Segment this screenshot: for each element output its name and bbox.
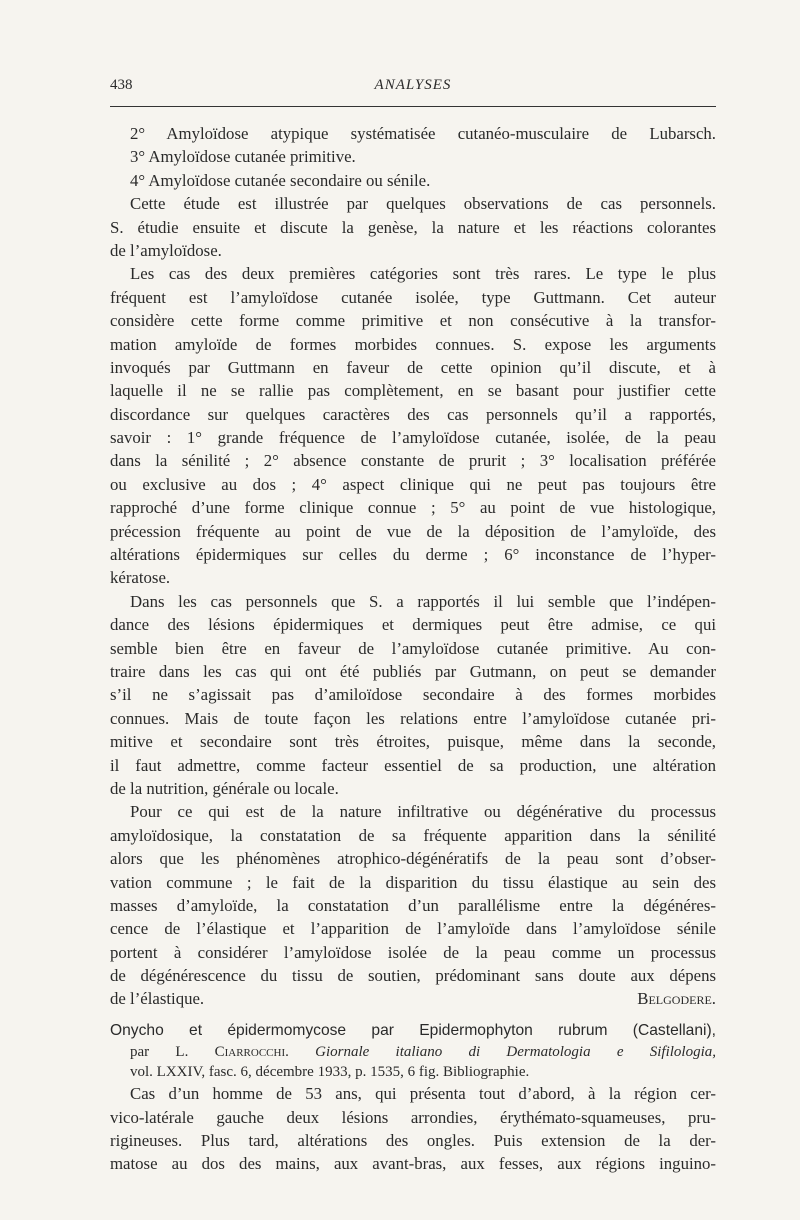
text-line: invoqués par Guttmann en faveur de cette opinion qu’il discute, et à	[110, 357, 716, 377]
text-line: kératose.	[110, 568, 171, 588]
page-header	[110, 77, 716, 101]
article-citation-details: vol. LXXIV, fasc. 6, décembre 1933, p. 1535, 6 fig. Bibliographie.	[130, 1064, 530, 1081]
text-line: 2° Amyloïdose atypique systématisée cutanéo-musculaire de Lubarsch.	[130, 124, 716, 143]
text-line: 3° Amyloïdose cutanée primitive.	[130, 147, 356, 167]
article-citation	[110, 1042, 716, 1062]
text-line: précession fréquente au point de vue de la déposition de l’amyloïde, des	[110, 521, 716, 541]
text-line: de dégénérescence du tissu de soutien, prédominant sans doute aux dépens	[110, 966, 716, 986]
text-line: 4° Amyloïdose cutanée secondaire ou sénile.	[130, 170, 431, 190]
author-signature: Belgodere.	[637, 989, 716, 1009]
text-line: Cas d’un homme de 53 ans, qui présenta tout d’abord, à la région cer-	[130, 1084, 716, 1104]
text-line: Cette étude est illustrée par quelques observations de cas personnels.	[130, 194, 716, 214]
text-line: il faut admettre, comme facteur essentiel de sa production, une altération	[110, 755, 716, 775]
text-line: Dans les cas personnels que S. a rapportés il lui semble que l’indépen-	[130, 591, 716, 611]
text-line: Pour ce qui est de la nature infiltrative ou dégénérative du processus	[130, 802, 716, 822]
analysis-section-onychomycose	[110, 1082, 716, 1176]
closing-text: de l’élastique.	[110, 989, 205, 1009]
text-line: alors que les phénomènes atrophico-dégénératifs de la peau sont d’obser-	[110, 849, 716, 869]
text-line: discordance sur quelques caractères des cas personnels qu’il a rapportés,	[110, 404, 716, 424]
text-line: traire dans les cas qui ont été publiés par Gutmann, on peut se demander	[110, 661, 716, 681]
text-line: dance des lésions épidermiques et dermiques peut être admise, ce qui	[110, 615, 716, 635]
text-line: mation amyloïde de formes morbides connues. S. expose les arguments	[110, 334, 716, 354]
text-line: altérations épidermiques sur celles du derme ; 6° inconstance de l’hyper-	[110, 545, 716, 565]
text-line: connues. Mais de toute façon les relations entre l’amyloïdose cutanée pri-	[110, 708, 716, 728]
text-line: fréquent est l’amyloïdose cutanée isolée, type Guttmann. Cet auteur	[110, 287, 716, 307]
text-line: portent à considérer l’amyloïdose isolée de la peau comme un processus	[110, 942, 716, 962]
text-line: amyloïdosique, la constatation de sa fréquente apparition dans la sénilité	[110, 825, 716, 845]
text-line: de la nutrition, générale ou locale.	[110, 778, 339, 798]
text-line	[110, 987, 716, 1010]
header-rule	[110, 106, 716, 107]
text-line: s’il ne s’agissait pas d’amiloïdose secondaire à des formes morbides	[110, 685, 716, 705]
text-line: S. étudie ensuite et discute la genèse, la nature et les réactions colorantes	[110, 217, 716, 237]
text-line: mitive et secondaire sont très étroites, puisque, même dans la seconde,	[110, 732, 716, 752]
text-line: ou exclusive au dos ; 4° aspect clinique qui ne peut pas toujours être	[110, 474, 716, 494]
article-author: Ciarrocchi.	[214, 1044, 289, 1061]
author-prefix: par L.	[130, 1044, 215, 1061]
text-line: vation commune ; le fait de la disparition du tissu élastique au sein des	[110, 872, 716, 892]
text-line: Les cas des deux premières catégories sont très rares. Le type le plus	[130, 264, 716, 284]
text-line: de l’amyloïdose.	[110, 240, 222, 260]
analysis-section-amyloidose	[110, 122, 716, 987]
text-line: vico-latérale gauche deux lésions arrondies, érythémato-squameuses, pru-	[110, 1107, 716, 1127]
text-line: cence de l’élastique et l’apparition de l’amyloïde dans l’amyloïdose sénile	[110, 919, 716, 939]
text-line: considère cette forme comme primitive et non consécutive à la transfor-	[110, 311, 716, 331]
article-title: Onycho et épidermomycose par Epidermophyton rubrum (Castellani),	[110, 1021, 716, 1039]
text-line: rigineuses. Plus tard, altérations des ongles. Puis extension de la der-	[110, 1131, 716, 1151]
running-title: ANALYSES	[374, 77, 452, 93]
text-line: savoir : 1° grande fréquence de l’amyloïdose cutanée, isolée, de la peau	[110, 428, 716, 448]
page-number: 438	[110, 77, 133, 93]
text-line: rapproché d’une forme clinique connue ; 5° au point de vue histologique,	[110, 498, 716, 518]
text-line: semble bien être en faveur de l’amyloïdose cutanée primitive. Au con-	[110, 638, 716, 658]
text-line: masses d’amyloïde, la constatation d’un parallélisme entre la dégénéres-	[110, 895, 716, 915]
text-line: laquelle il ne se rallie pas complètement, en se basant pour justifier cette	[110, 381, 716, 401]
journal-name: Giornale italiano di Dermatologia e Sifilologia,	[315, 1044, 716, 1061]
text-line: matose au dos des mains, aux avant-bras, aux fesses, aux régions inguino-	[110, 1154, 716, 1174]
page-body	[110, 122, 716, 1176]
text-line: dans la sénilité ; 2° absence constante de prurit ; 3° localisation préférée	[110, 451, 716, 471]
